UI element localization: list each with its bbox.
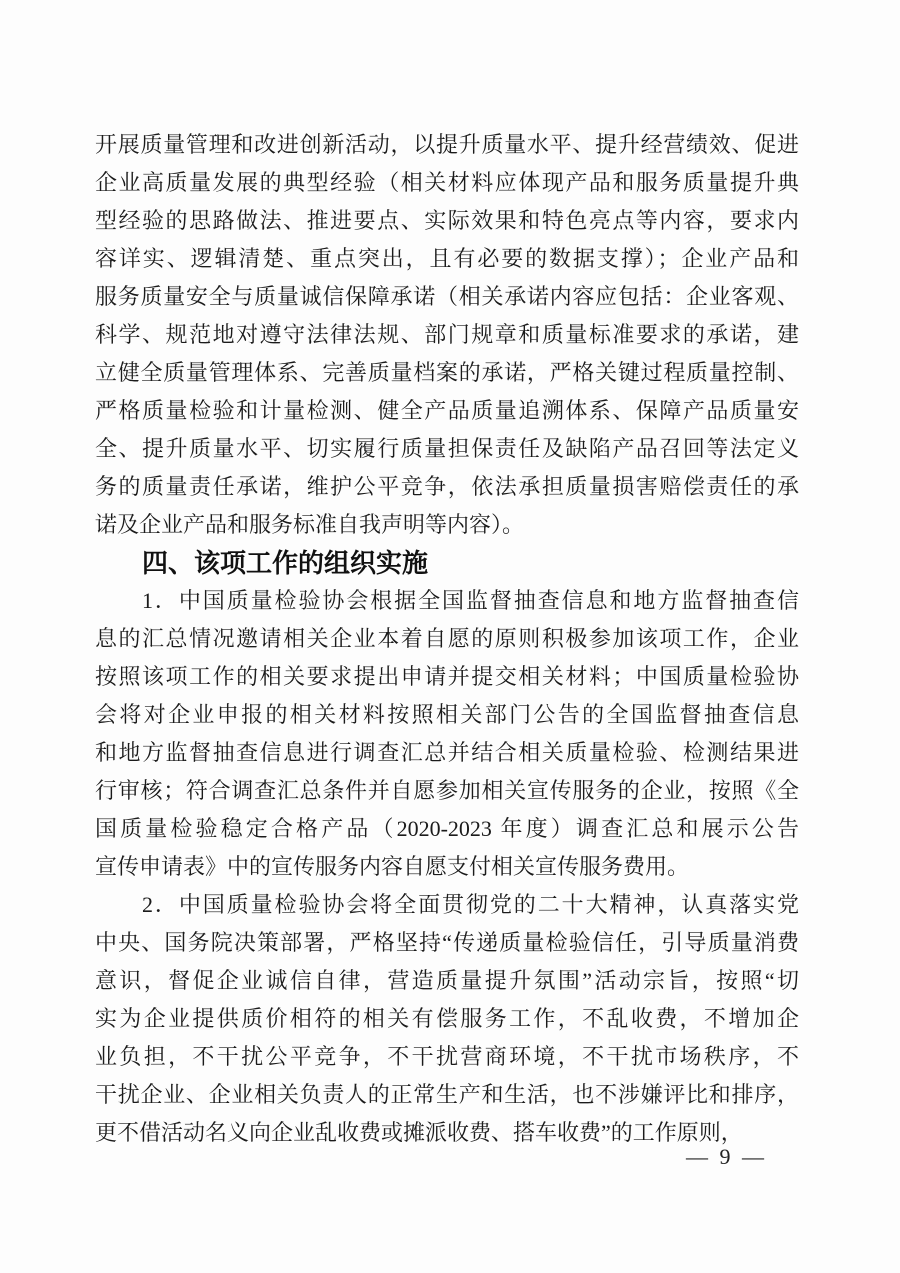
text-line: 型经验的思路做法、推进要点、实际效果和特色亮点等内容，要求内	[95, 208, 799, 233]
text-line: 和地方监督抽查信息进行调查汇总并结合相关质量检验、检测结果进	[95, 740, 799, 765]
text-line: 全、提升质量水平、切实履行质量担保责任及缺陷产品召回等法定义	[95, 436, 799, 461]
text-line: 干扰企业、企业相关负责人的正常生产和生活，也不涉嫌评比和排序，	[95, 1082, 799, 1107]
text-line: 2．中国质量检验协会将全面贯彻党的二十大精神，认真落实党	[142, 892, 799, 917]
text-line: 严格质量检验和计量检测、健全产品质量追溯体系、保障产品质量安	[95, 398, 799, 423]
text-line: 实为企业提供质价相符的相关有偿服务工作，不乱收费，不增加企	[95, 1006, 799, 1031]
text-line: 会将对企业申报的相关材料按照相关部门公告的全国监督抽查信息	[95, 702, 799, 727]
text-line: 国质量检验稳定合格产品（2020-2023 年度）调查汇总和展示公告	[95, 816, 799, 841]
document-body	[95, 126, 799, 1152]
text-line: 更不借活动名义向企业乱收费或摊派收费、搭车收费”的工作原则，	[95, 1120, 743, 1145]
section-heading: 四、该项工作的组织实施	[142, 548, 429, 578]
text-line: 企业高质量发展的典型经验（相关材料应体现产品和服务质量提升典	[95, 170, 799, 195]
text-line: 按照该项工作的相关要求提出申请并提交相关材料；中国质量检验协	[95, 664, 799, 689]
text-line: 务的质量责任承诺，维护公平竞争，依法承担质量损害赔偿责任的承	[95, 474, 799, 499]
text-line: 中央、国务院决策部署，严格坚持“传递质量检验信任，引导质量消费	[95, 930, 799, 955]
text-line: 1．中国质量检验协会根据全国监督抽查信息和地方监督抽查信	[142, 588, 799, 613]
text-line: 服务质量安全与质量诚信保障承诺（相关承诺内容应包括：企业客观、	[95, 284, 799, 309]
text-line: 容详实、逻辑清楚、重点突出，且有必要的数据支撑）；企业产品和	[95, 246, 799, 271]
text-line: 意识，督促企业诚信自律，营造质量提升氛围”活动宗旨，按照“切	[95, 968, 799, 993]
text-line: 立健全质量管理体系、完善质量档案的承诺，严格关键过程质量控制、	[95, 360, 799, 385]
text-line: 开展质量管理和改进创新活动，以提升质量水平、提升经营绩效、促进	[95, 132, 799, 157]
text-line: 诺及企业产品和服务标准自我声明等内容）。	[95, 512, 525, 537]
text-line: 息的汇总情况邀请相关企业本着自愿的原则积极参加该项工作，企业	[95, 626, 799, 651]
page-number: — 9 —	[686, 1144, 767, 1169]
text-line: 宣传申请表》中的宣传服务内容自愿支付相关宣传服务费用。	[95, 854, 690, 879]
text-line: 行审核；符合调查汇总条件并自愿参加相关宣传服务的企业，按照《全	[95, 778, 799, 803]
text-line: 科学、规范地对遵守法律法规、部门规章和质量标准要求的承诺，建	[95, 322, 799, 347]
text-line: 业负担，不干扰公平竞争，不干扰营商环境，不干扰市场秩序，不	[95, 1044, 799, 1069]
